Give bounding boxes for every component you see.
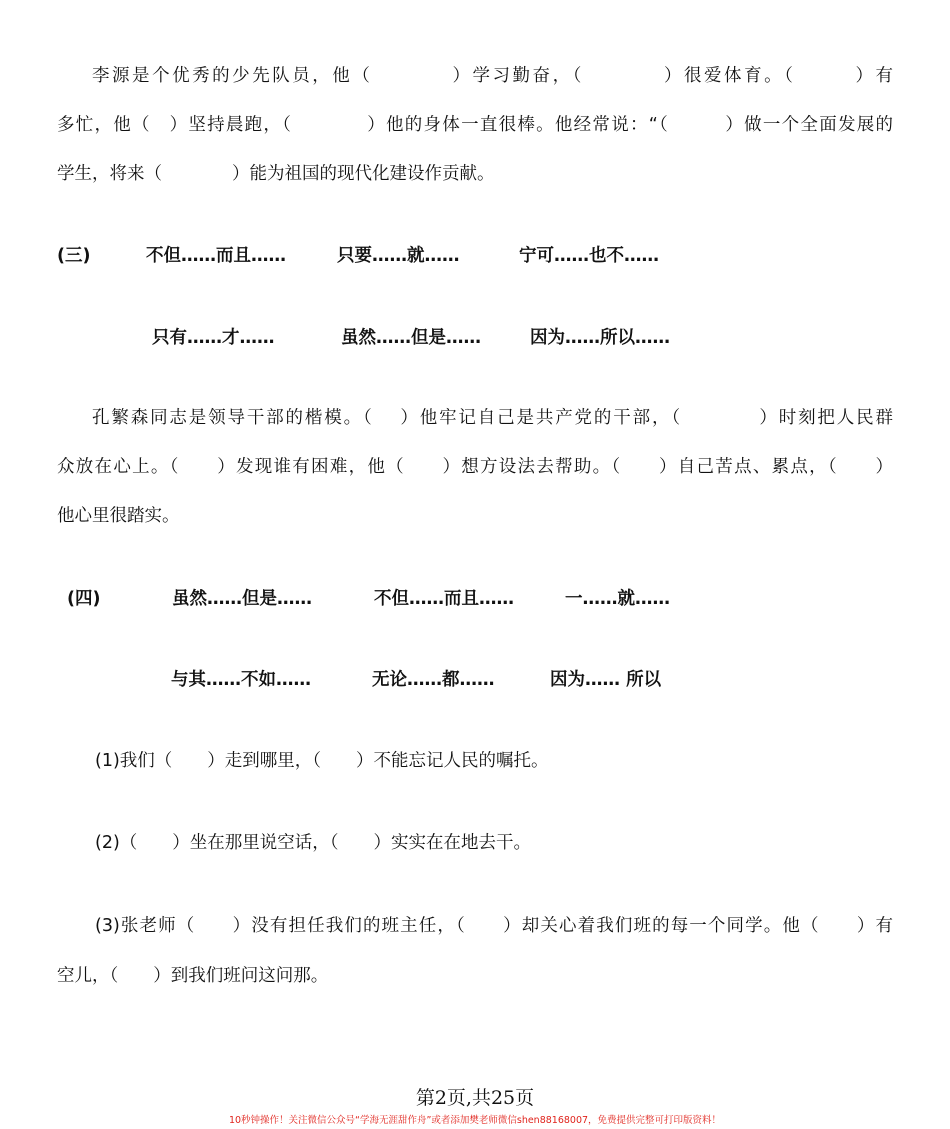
passage-kong-fansen xyxy=(57,394,893,541)
conjunction-pair: 只要……就…… xyxy=(337,246,460,266)
conjunction-pair: 不但……而且…… xyxy=(374,589,514,609)
section-3-row-2 xyxy=(0,323,950,353)
section-4-row-2 xyxy=(0,665,950,695)
conjunction-pair: 因为……所以…… xyxy=(530,328,670,348)
conjunction-pair: 一……就…… xyxy=(565,589,670,609)
conjunction-pair: 不但……而且…… xyxy=(146,246,286,266)
passage-line: 学生，将来（ ）能为祖国的现代化建设作贡献。 xyxy=(57,164,495,184)
passage-line: 多忙，他（ ）坚持晨跑，（ ）他的身体一直很棒。他经常说：“（ ）做一个全面发展的 xyxy=(57,115,893,135)
promo-note: 10秒钟操作！关注微信公众号“学海无涯甜作舟”或者添加樊老师微信shen88168007，免费提供完整可打印版资料！ xyxy=(228,1115,722,1126)
passage-line: 他心里很踏实。 xyxy=(57,506,180,526)
passage-li-yuan xyxy=(57,52,893,199)
conjunction-pair: 因为…… 所以 xyxy=(550,670,662,690)
conjunction-pair: 虽然……但是…… xyxy=(341,328,481,348)
conjunction-pair: 宁可……也不…… xyxy=(519,246,659,266)
exercise-item-1: (1)我们（ ）走到哪里，（ ）不能忘记人民的嘱托。 xyxy=(95,751,549,771)
conjunction-pair: 与其……不如…… xyxy=(171,670,311,690)
conjunction-pair: 无论……都…… xyxy=(372,670,495,690)
section-3-label: (三) xyxy=(57,246,91,266)
exercise-item-2: (2)（ ）坐在那里说空话，（ ）实实在在地去干。 xyxy=(95,833,532,853)
conjunction-pair: 虽然……但是…… xyxy=(172,589,312,609)
conjunction-pair: 只有……才…… xyxy=(152,328,275,348)
exercise-item-3-continued: 空儿，（ ）到我们班问这问那。 xyxy=(57,966,329,986)
passage-line: 李源是个优秀的少先队员，他（ ）学习勤奋，（ ）很爱体育。（ ）有 xyxy=(92,66,893,86)
section-4-label: (四) xyxy=(67,589,101,609)
passage-line: 众放在心上。（ ）发现谁有困难，他（ ）想方设法去帮助。（ ）自己苦点、累点，（ ） xyxy=(57,457,893,477)
page-number: 第2页,共25页 xyxy=(415,1087,535,1109)
exercise-item-3: (3)张老师（ ）没有担任我们的班主任，（ ）却关心着我们班的每一个同学。他（ ）有 xyxy=(95,916,893,936)
section-4-row-1 xyxy=(0,584,950,614)
section-3-row-1 xyxy=(0,241,950,271)
passage-line: 孔繁森同志是领导干部的楷模。（ ）他牢记自己是共产党的干部，（ ）时刻把人民群 xyxy=(92,408,893,428)
